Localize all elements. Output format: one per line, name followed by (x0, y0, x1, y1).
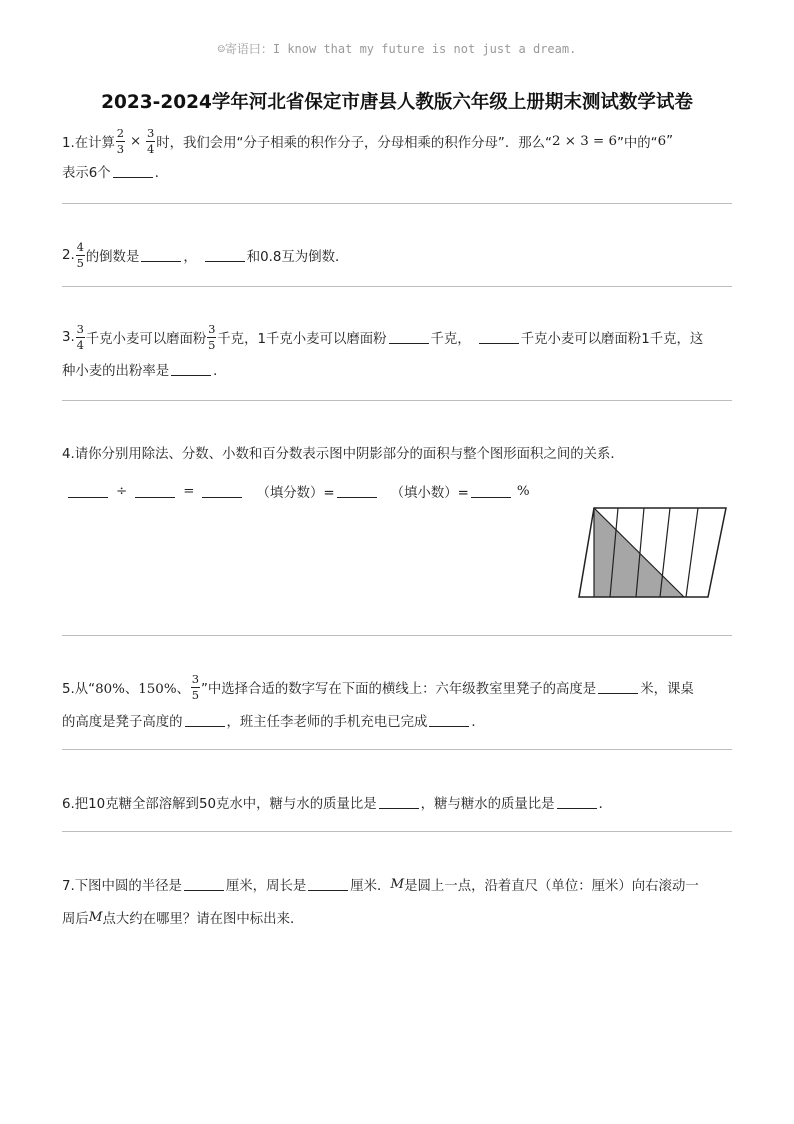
question-1 (62, 126, 732, 181)
q4-percent: % (516, 484, 530, 499)
answer-blank[interactable] (135, 485, 175, 498)
answer-blank[interactable] (598, 681, 638, 694)
header-note: ☺寄语曰：I know that my future is not just a dream. (217, 42, 577, 56)
q1-text-3: ” (666, 133, 674, 149)
divider (62, 400, 732, 401)
q1-number: 1.在计算 (62, 135, 115, 151)
answer-blank[interactable] (202, 485, 242, 498)
answer-blank[interactable] (141, 249, 181, 262)
answer-blank[interactable] (337, 485, 377, 498)
answer-blank[interactable] (479, 331, 519, 344)
q1-text-2: ”中的“ (616, 135, 658, 151)
q4-fraction-label: （填分数）= (256, 486, 335, 501)
divider (62, 203, 732, 204)
q5-text-2: ”中选择合适的数字写在下面的横线上：六年级教室里凳子的高度是 (200, 681, 597, 697)
question-4 (62, 443, 732, 501)
divider (62, 635, 732, 636)
q4-equals: = (183, 484, 195, 499)
question-2 (62, 240, 732, 270)
answer-blank[interactable] (185, 714, 225, 727)
q3-end: ． (213, 364, 227, 379)
strip-line (686, 508, 698, 597)
q5-end: ． (471, 715, 485, 730)
answer-blank[interactable] (171, 363, 211, 376)
q3-fraction-1: $\frac{3}{4}$ (76, 321, 84, 352)
q3-text-4: 千克小麦可以磨面粉1千克，这 (520, 331, 704, 347)
q7-line2-b: 点大约在哪里？请在图中标出来． (102, 912, 304, 927)
q5-fraction: $\frac{3}{5}$ (191, 671, 200, 702)
q3-text-3: 千克， (430, 331, 471, 347)
q5-numbers: 80%、150%、 (95, 681, 190, 697)
answer-blank[interactable] (205, 249, 245, 262)
q2-text-2: ， (183, 249, 197, 265)
q4-text: 4.请你分别用除法、分数、小数和百分数表示图中阴影部分的面积与整个图形面积之间的关系． (62, 447, 624, 462)
question-5 (62, 669, 732, 730)
q5-line2-a: 的高度是凳子高度的 (62, 715, 183, 730)
q6-text-2: ，糖与糖水的质量比是 (420, 797, 555, 812)
divider (62, 749, 732, 750)
q7-text-2: 厘米，周长是 (225, 879, 307, 894)
q7-text-3: 厘米． (350, 879, 391, 894)
answer-blank[interactable] (113, 165, 153, 178)
q7-text-1: 7.下图中圆的半径是 (62, 879, 182, 894)
q4-divide: ÷ (116, 484, 128, 499)
q3-line2: 种小麦的出粉率是 (62, 364, 170, 379)
q2-text-1: 的倒数是 (85, 249, 140, 265)
answer-blank[interactable] (68, 485, 108, 498)
question-6 (62, 793, 732, 812)
q3-text-2: 千克，1千克小麦可以磨面粉 (217, 331, 387, 347)
question-3 (62, 322, 732, 379)
question-7 (62, 875, 732, 927)
q2-fraction: $\frac{4}{5}$ (76, 239, 84, 270)
divider (62, 831, 732, 832)
page-title: 2023-2024学年河北省保定市唐县人教版六年级上册期末测试数学试卷 (101, 92, 693, 113)
q3-fraction-2: $\frac{3}{5}$ (208, 321, 216, 352)
q7-text-4: 是圆上一点，沿着直尺（单位：厘米）向右滚动一 (404, 879, 699, 894)
answer-blank[interactable] (184, 878, 224, 891)
q4-decimal-label: （填小数）= (390, 486, 469, 501)
answer-blank[interactable] (557, 796, 597, 809)
q1-expression: 2 × 3 = 6 (551, 133, 617, 149)
q7-line2-a: 周后 (62, 912, 89, 927)
answer-blank[interactable] (379, 796, 419, 809)
q5-line2-b: ，班主任李老师的手机充电已完成 (226, 715, 428, 730)
q1-text-1: 时，我们会用“分子相乘的积作分子，分母相乘的积作分母”．那么“ (156, 135, 552, 151)
q1-line2: 表示6个 (62, 166, 111, 181)
q5-text-1: 5.从“ (62, 681, 96, 697)
answer-blank[interactable] (389, 331, 429, 344)
q1-fraction-1: $\frac{2}{3}$ (116, 125, 125, 156)
q5-text-3: 米，课桌 (640, 681, 694, 697)
answer-blank[interactable] (471, 485, 511, 498)
q7-point-m: M (390, 877, 405, 892)
q2-text-3: 和0.8互为倒数． (246, 249, 349, 265)
q1-six: 6 (657, 133, 667, 149)
answer-blank[interactable] (308, 878, 348, 891)
q6-text-1: 6.把10克糖全部溶解到50克水中，糖与水的质量比是 (62, 797, 377, 812)
divider (62, 286, 732, 287)
answer-blank[interactable] (429, 714, 469, 727)
q2-number: 2. (62, 247, 75, 263)
q6-end: ． (598, 797, 612, 812)
q7-point-m-2: M (88, 910, 103, 925)
q1-end: ． (154, 166, 169, 181)
q1-fraction-2: $\frac{3}{4}$ (147, 125, 155, 156)
q3-text-1: 千克小麦可以磨面粉 (85, 331, 207, 347)
parallelogram-figure (576, 505, 732, 601)
q1-times: × (129, 133, 142, 149)
q3-number: 3. (62, 329, 75, 345)
